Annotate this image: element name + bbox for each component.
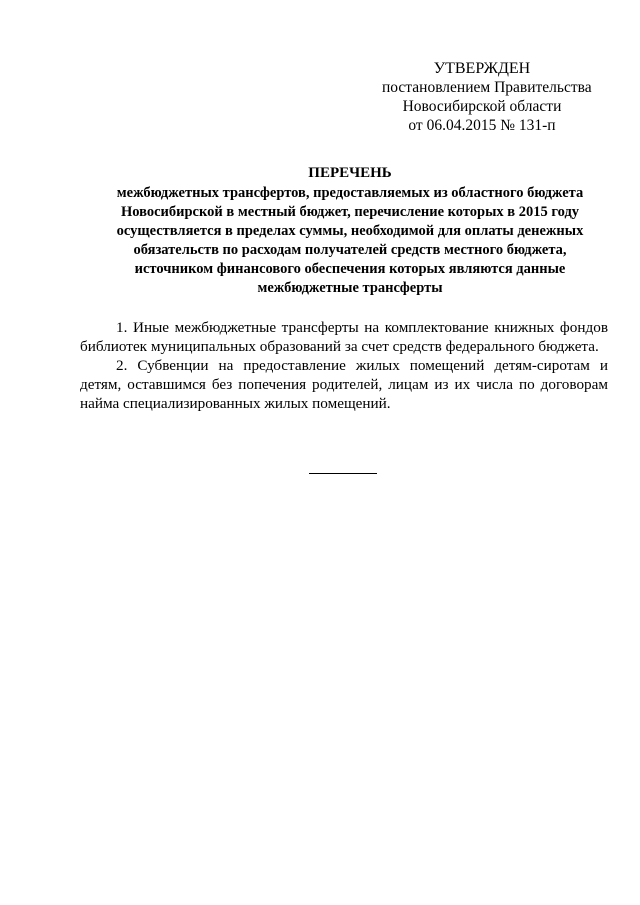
heading-line-5: источником финансового обеспечения которых являются данные (134, 261, 566, 277)
end-divider (309, 473, 377, 474)
document-title: ПЕРЕЧЕНЬ (308, 165, 392, 181)
heading-line-3: осуществляется в пределах суммы, необходимой для оплаты денежных (116, 223, 584, 239)
approval-line-date-number: от 06.04.2015 № 131-п (408, 117, 556, 134)
heading-line-2: Новосибирской в местный бюджет, перечисление которых в 2015 году (120, 204, 580, 220)
approval-title: УТВЕРЖДЕН (433, 60, 531, 77)
document-body (80, 318, 608, 413)
approval-line-decree: постановлением Правительства (382, 79, 592, 96)
list-item-2: 2. Субвенции на предоставление жилых помещений детям-сиротам и детям, оставшимся без попечения родителей, лицам из их числа по договорам найма специализированных жилых помещений. (80, 357, 608, 412)
list-item-1: 1. Иные межбюджетные трансферты на комплектование книжных фондов библиотек муниципальных образований за счет средств федерального бюджета. (80, 319, 608, 355)
document-heading (80, 164, 620, 298)
heading-line-1: межбюджетных трансфертов, предоставляемых из областного бюджета (116, 185, 584, 201)
heading-line-4: обязательств по расходам получателей средств местного бюджета, (133, 242, 567, 258)
approval-line-region: Новосибирской области (402, 98, 562, 115)
approval-stamp (382, 59, 592, 135)
heading-line-6: межбюджетные трансферты (257, 280, 443, 296)
